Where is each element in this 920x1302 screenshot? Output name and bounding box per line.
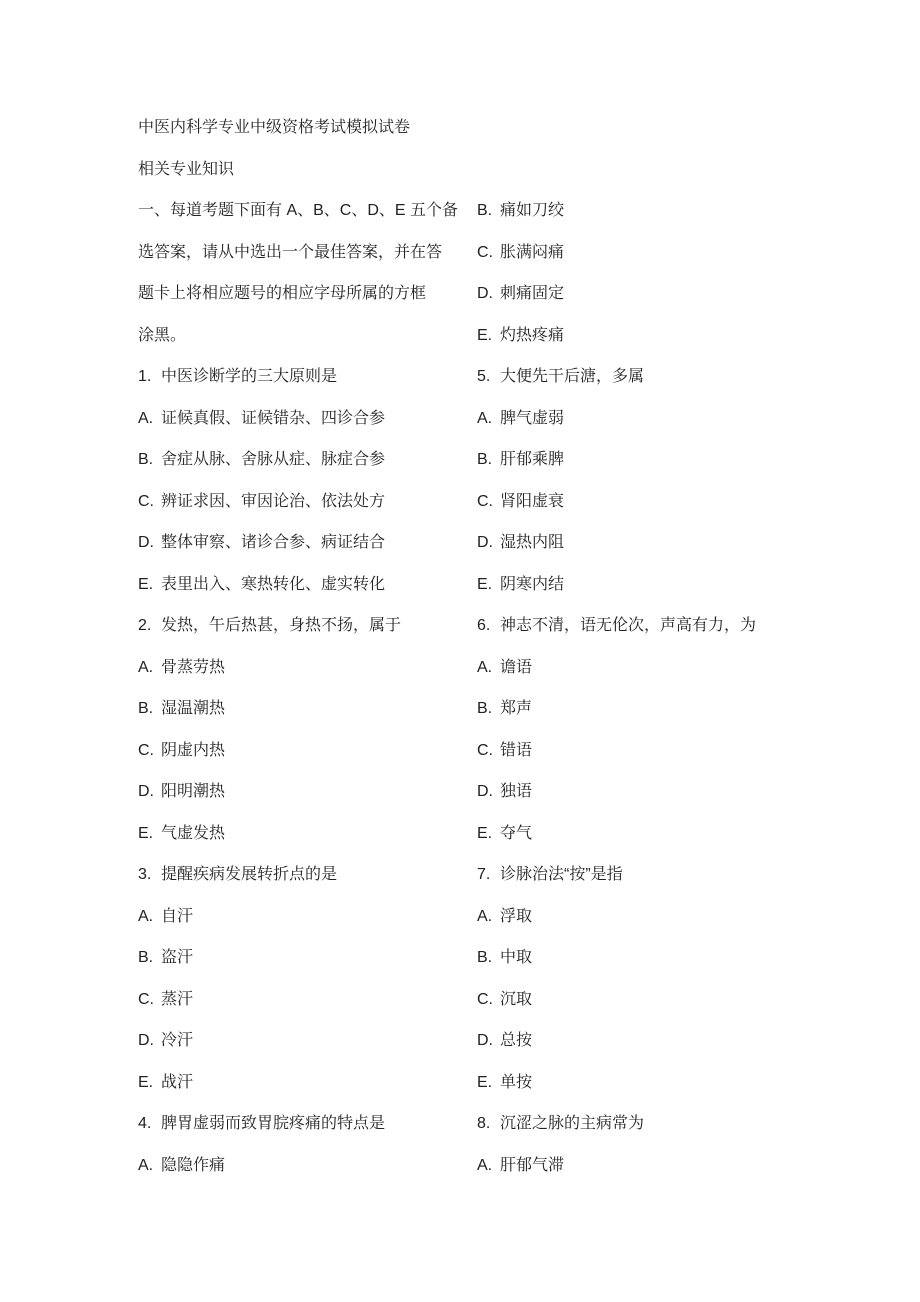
option-label: E. bbox=[477, 824, 493, 842]
option-label: B. bbox=[138, 949, 154, 966]
section-heading: 相关专业知识 bbox=[138, 160, 235, 178]
option-label: E. bbox=[138, 1073, 154, 1091]
instruction-line-2: 选答案，请从中选出一个最佳答案，并在答 bbox=[138, 243, 443, 261]
question-6-stem bbox=[477, 605, 920, 647]
option-text: 阳明潮热 bbox=[161, 783, 226, 800]
option-text: 证候真假、证候错杂、四诊合参 bbox=[161, 409, 386, 427]
question-text: 提醒疾病发展转折点的是 bbox=[161, 866, 338, 883]
question-text: 大便先干后溏，多属 bbox=[500, 368, 645, 385]
instruction-line-1: 一、每道考题下面有 A、B、C、D、E 五个备 bbox=[138, 202, 459, 219]
option-text: 自汗 bbox=[161, 907, 194, 925]
option-label: A. bbox=[477, 409, 493, 427]
question-5-option-d bbox=[477, 522, 920, 564]
option-label: D. bbox=[477, 783, 493, 800]
question-3-option-a bbox=[138, 896, 477, 938]
option-label: D. bbox=[138, 1032, 154, 1049]
question-1-option-b bbox=[138, 439, 477, 481]
option-text: 舍症从脉、舍脉从症、脉症合参 bbox=[161, 451, 386, 468]
question-3-option-e bbox=[138, 1062, 477, 1104]
instruction-line-3: 题卡上将相应题号的相应字母所属的方框 bbox=[138, 285, 427, 302]
two-column-layout bbox=[138, 190, 920, 1186]
question-6-option-c bbox=[477, 730, 920, 772]
option-label: A. bbox=[477, 907, 493, 925]
question-6-option-e bbox=[477, 813, 920, 855]
option-label: B. bbox=[477, 949, 493, 966]
option-text: 湿热内阻 bbox=[500, 534, 565, 551]
question-7-option-e bbox=[477, 1062, 920, 1104]
option-label: B. bbox=[477, 451, 493, 468]
right-column bbox=[477, 190, 920, 1186]
option-text: 整体审察、诸诊合参、病证结合 bbox=[161, 534, 386, 551]
option-text: 错语 bbox=[500, 741, 533, 759]
question-2-option-b bbox=[138, 688, 477, 730]
question-2-option-e bbox=[138, 813, 477, 855]
question-number: 5. bbox=[477, 368, 491, 385]
option-text: 战汗 bbox=[161, 1073, 194, 1091]
option-label: E. bbox=[477, 575, 493, 593]
question-7-option-c bbox=[477, 979, 920, 1021]
question-number: 6. bbox=[477, 617, 491, 634]
option-label: B. bbox=[477, 700, 493, 717]
question-8-stem bbox=[477, 1103, 920, 1145]
option-text: 阴寒内结 bbox=[500, 575, 565, 593]
question-5-option-e bbox=[477, 564, 920, 606]
option-text: 沉取 bbox=[500, 990, 533, 1008]
option-label: A. bbox=[477, 1156, 493, 1174]
question-3-stem bbox=[138, 854, 477, 896]
option-label: D. bbox=[477, 285, 493, 302]
question-1-option-c bbox=[138, 481, 477, 523]
option-text: 表里出入、寒热转化、虚实转化 bbox=[161, 575, 386, 593]
question-text: 诊脉治法“按”是指 bbox=[500, 866, 623, 883]
question-2-option-a bbox=[138, 647, 477, 689]
option-label: C. bbox=[477, 243, 493, 261]
question-4-option-d bbox=[477, 273, 920, 315]
option-text: 骨蒸劳热 bbox=[161, 658, 226, 676]
question-text: 神志不清，语无伦次，声高有力，为 bbox=[500, 617, 757, 634]
question-1-option-e bbox=[138, 564, 477, 606]
question-5-stem bbox=[477, 356, 920, 398]
option-text: 灼热疼痛 bbox=[500, 326, 565, 344]
option-text: 夺气 bbox=[500, 824, 533, 842]
question-1-option-d bbox=[138, 522, 477, 564]
option-text: 蒸汗 bbox=[161, 990, 194, 1008]
option-text: 中取 bbox=[500, 949, 533, 966]
option-label: D. bbox=[138, 783, 154, 800]
option-label: D. bbox=[477, 1032, 493, 1049]
option-text: 肝郁气滞 bbox=[500, 1156, 565, 1174]
option-text: 痛如刀绞 bbox=[500, 202, 565, 219]
option-text: 气虚发热 bbox=[161, 824, 226, 842]
question-number: 4. bbox=[138, 1115, 152, 1132]
left-column bbox=[138, 190, 477, 1186]
option-text: 隐隐作痛 bbox=[161, 1156, 226, 1174]
question-7-option-b bbox=[477, 937, 920, 979]
option-label: C. bbox=[138, 990, 154, 1008]
question-6-option-a bbox=[477, 647, 920, 689]
option-label: E. bbox=[138, 824, 154, 842]
option-label: A. bbox=[138, 658, 154, 676]
option-text: 辨证求因、审因论治、依法处方 bbox=[161, 492, 386, 510]
option-label: C. bbox=[477, 990, 493, 1008]
question-text: 脾胃虚弱而致胃脘疼痛的特点是 bbox=[161, 1115, 386, 1132]
option-label: D. bbox=[477, 534, 493, 551]
option-text: 胀满闷痛 bbox=[500, 243, 565, 261]
question-number: 1. bbox=[138, 368, 152, 385]
question-2-option-c bbox=[138, 730, 477, 772]
question-2-option-d bbox=[138, 771, 477, 813]
question-number: 3. bbox=[138, 866, 152, 883]
option-text: 阴虚内热 bbox=[161, 741, 226, 759]
question-5-option-b bbox=[477, 439, 920, 481]
question-4-option-b bbox=[477, 190, 920, 232]
question-4-option-a bbox=[138, 1145, 477, 1187]
option-text: 冷汗 bbox=[161, 1032, 194, 1049]
option-label: C. bbox=[138, 741, 154, 759]
question-7-option-a bbox=[477, 896, 920, 938]
option-label: A. bbox=[138, 1156, 154, 1174]
option-text: 单按 bbox=[500, 1073, 533, 1091]
question-number: 8. bbox=[477, 1115, 491, 1132]
option-text: 脾气虚弱 bbox=[500, 409, 565, 427]
question-text: 发热，午后热甚，身热不扬，属于 bbox=[161, 617, 402, 634]
question-4-option-c bbox=[477, 232, 920, 274]
option-label: E. bbox=[477, 326, 493, 344]
question-text: 中医诊断学的三大原则是 bbox=[161, 368, 338, 385]
option-text: 独语 bbox=[500, 783, 533, 800]
question-3-option-b bbox=[138, 937, 477, 979]
question-1-option-a bbox=[138, 398, 477, 440]
option-label: B. bbox=[138, 451, 154, 468]
option-label: E. bbox=[138, 575, 154, 593]
option-label: D. bbox=[138, 534, 154, 551]
option-label: A. bbox=[138, 907, 154, 925]
option-text: 刺痛固定 bbox=[500, 285, 565, 302]
option-text: 盗汗 bbox=[161, 949, 194, 966]
option-label: C. bbox=[477, 492, 493, 510]
question-5-option-c bbox=[477, 481, 920, 523]
question-7-option-d bbox=[477, 1020, 920, 1062]
option-label: E. bbox=[477, 1073, 493, 1091]
question-number: 7. bbox=[477, 866, 491, 883]
question-8-option-a bbox=[477, 1145, 920, 1187]
option-text: 湿温潮热 bbox=[161, 700, 226, 717]
question-5-option-a bbox=[477, 398, 920, 440]
option-text: 肾阳虚衰 bbox=[500, 492, 565, 510]
question-4-option-e bbox=[477, 315, 920, 357]
question-3-option-d bbox=[138, 1020, 477, 1062]
question-2-stem bbox=[138, 605, 477, 647]
option-label: A. bbox=[138, 409, 154, 427]
option-text: 郑声 bbox=[500, 700, 533, 717]
question-6-option-b bbox=[477, 688, 920, 730]
option-label: A. bbox=[477, 658, 493, 676]
question-3-option-c bbox=[138, 979, 477, 1021]
option-text: 肝郁乘脾 bbox=[500, 451, 565, 468]
option-text: 总按 bbox=[500, 1032, 533, 1049]
option-label: B. bbox=[477, 202, 493, 219]
question-7-stem bbox=[477, 854, 920, 896]
option-text: 浮取 bbox=[500, 907, 533, 925]
instruction-line-4: 涂黑。 bbox=[138, 326, 187, 344]
option-label: B. bbox=[138, 700, 154, 717]
option-label: C. bbox=[138, 492, 154, 510]
option-text: 谵语 bbox=[500, 658, 533, 676]
question-text: 沉涩之脉的主病常为 bbox=[500, 1115, 645, 1132]
question-6-option-d bbox=[477, 771, 920, 813]
question-1-stem bbox=[138, 356, 477, 398]
question-number: 2. bbox=[138, 617, 152, 634]
doc-title: 中医内科学专业中级资格考试模拟试卷 bbox=[138, 119, 411, 136]
option-label: C. bbox=[477, 741, 493, 759]
question-4-stem bbox=[138, 1103, 477, 1145]
